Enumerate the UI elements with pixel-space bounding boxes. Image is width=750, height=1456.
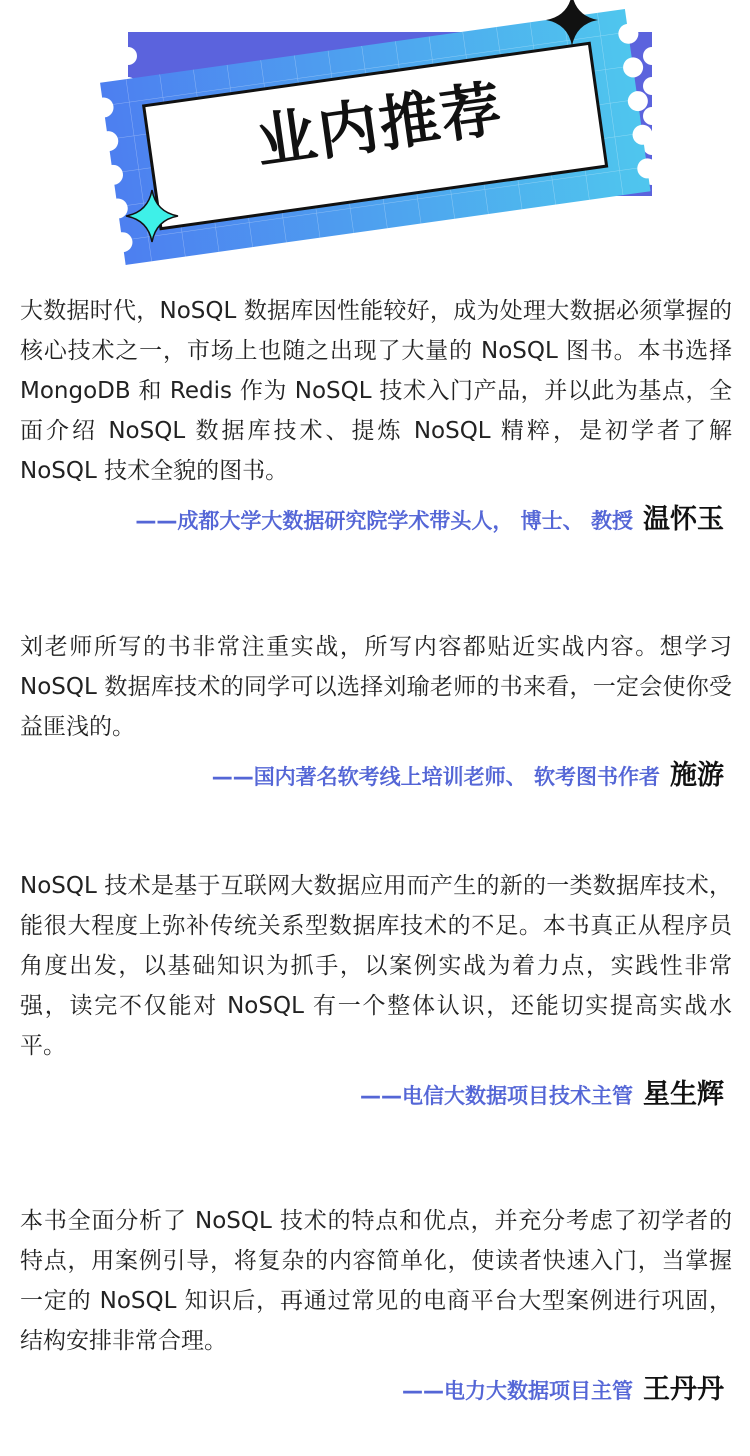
recommendation-attribution	[20, 1072, 732, 1111]
recommender-name: 王丹丹	[643, 1374, 724, 1405]
recommender-name: 施游	[670, 760, 724, 791]
recommendation-attribution	[20, 497, 732, 536]
recommender-role: ——成都大学大数据研究院学术带头人， 博士、 教授	[135, 509, 633, 533]
recommender-role: ——国内著名软考线上培训老师、 软考图书作者	[211, 765, 660, 789]
recommender-name: 温怀玉	[643, 504, 724, 535]
recommendation-text: 刘老师所写的书非常注重实战，所写内容都贴近实战内容。想学习 NoSQL 数据库技术的同学可以选择刘瑜老师的书来看，一定会使你受益匪浅的。	[20, 634, 732, 740]
recommender-name: 星生辉	[643, 1079, 724, 1110]
recommendation-block	[20, 1201, 732, 1406]
recommendation-text: 本书全面分析了 NoSQL 技术的特点和优点，并充分考虑了初学者的特点，用案例引导，将复杂的内容简单化，使读者快速入门，当掌握一定的 NoSQL 知识后，再通过常见的电商平台大型案例进行巩固，结构安排非常合理。	[20, 1208, 732, 1354]
recommendation-text: NoSQL 技术是基于互联网大数据应用而产生的新的一类数据库技术，能很大程度上弥补传统关系型数据库技术的不足。本书真正从程序员角度出发，以基础知识为抓手，以案例实战为着力点，实践性非常强，读完不仅能对 NoSQL 有一个整体认识，还能切实提高实战水平。	[20, 873, 732, 1059]
recommendation-block	[20, 291, 732, 536]
recommendation-block	[20, 866, 732, 1111]
section-banner	[0, 0, 750, 270]
recommendation-attribution	[20, 1367, 732, 1406]
recommendation-block	[20, 627, 732, 792]
recommendation-text: 大数据时代，NoSQL 数据库因性能较好，成为处理大数据必须掌握的核心技术之一，市场上也随之出现了大量的 NoSQL 图书。本书选择 MongoDB 和 Redis 作为 NoSQL 技术入门产品，并以此为基点，全面介绍 NoSQL 数据库技术、提炼 NoSQL 精粹，是初学者了解 NoSQL 技术全貌的图书。	[20, 298, 732, 484]
recommender-role: ——电信大数据项目技术主管	[360, 1084, 633, 1108]
recommender-role: ——电力大数据项目主管	[402, 1379, 633, 1403]
recommendation-attribution	[20, 753, 732, 792]
banner-title: 业内推荐	[252, 74, 508, 178]
